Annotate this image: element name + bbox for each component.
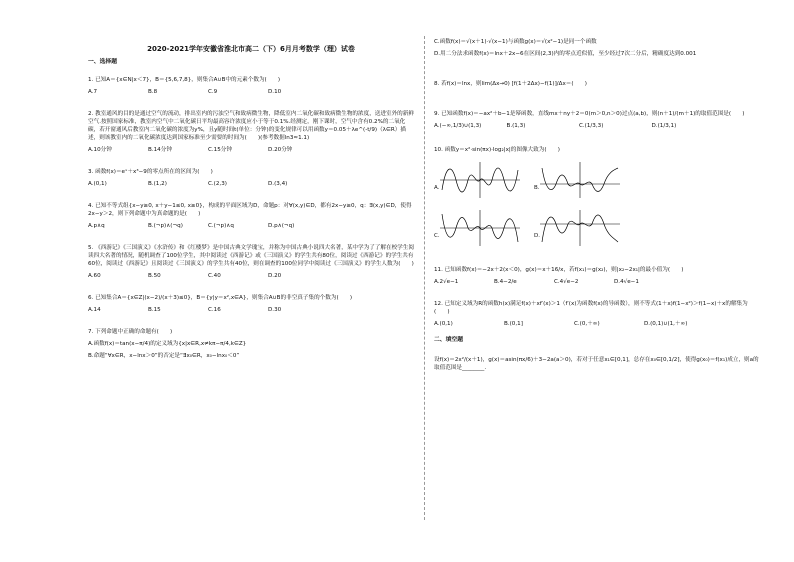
graph-d-figure: [534, 208, 622, 248]
question-1-options: [88, 88, 328, 96]
graph-a: [434, 160, 534, 208]
question-2-stem: 2. 教室通风的目的是通过空气的流动，排出室内的污浊空气和致病微生物，降低室内二氧化碳和致病微生物的浓度，送进室外的新鲜空气.按照国家标准，教室内空气中二氧化碳日平均最高容许浓度应小于等于0.1%.经测定，刚下课时，空气中含有0.2%的二氧化碳，若开窗通风后教室内二氧化碳的浓度为y%，且y随时间t(单位：分钟)的变化规律可以用函数y＝0.05＋λe^(-t/9)（λ∈R）描述，则该教室内的二氧化碳浓度达到国家标准至少需要的时间为( )(参考数据ln3≈1.1): [88, 111, 414, 141]
question-7-option-b: B.命题“∀x∈R，x−lnx＞0”的否定是“∃x₀∈R，x₀−lnx₀＜0”: [88, 353, 240, 359]
page-title: 2020-2021学年安徽省淮北市高二（下）6月月考数学（理）试卷: [147, 45, 355, 53]
question-4-options: [88, 222, 328, 230]
option-a: A.(0,1): [88, 181, 107, 187]
option-c: C.(1/3,3): [579, 123, 604, 129]
question-7: [88, 328, 414, 360]
question-13-stem: 设f(x)＝2x²/(x＋1)，g(x)＝asin(πx/6)＋3−2a(a＞0)，若对于任意x₁∈[0,1]，总存在x₀∈[0,1/2]，使得g(x₀)＝f(x₁)成立，则a的取值范围是________.: [434, 357, 759, 371]
option-a: A.p∧q: [88, 223, 105, 229]
question-7-option-a: A.函数f(x)＝tan(x−π/4)的定义域为{x|x∈R,x≠kπ−π/4,k∈Z}: [88, 341, 247, 347]
option-a: A.2√e−1: [434, 279, 459, 285]
option-a: A.7: [88, 89, 98, 95]
question-11-options: [434, 278, 674, 286]
option-b: B.(1,3): [506, 123, 526, 129]
option-c: C.16: [208, 307, 221, 313]
option-a: A.(−∞,1/3)∪(1,3): [434, 123, 482, 129]
graph-d-label: D.: [534, 233, 540, 239]
option-b: B.4−2/e: [494, 279, 517, 285]
option-d: D.20分钟: [268, 147, 293, 153]
question-6-stem: 6. 已知集合A＝{x∈Z|(x−2)/(x＋3)≤0}，B＝{y|y＝x²,x∈A}，则集合A∪B的非空真子集的个数为( ): [88, 295, 353, 301]
question-4: [88, 202, 414, 230]
question-2-options: [88, 146, 328, 154]
right-column: [434, 38, 760, 372]
option-d: D.20: [268, 273, 282, 279]
question-2: [88, 110, 414, 154]
graph-c-label: C.: [434, 233, 440, 239]
question-6: [88, 294, 414, 314]
graph-b-label: B.: [534, 185, 540, 191]
question-1: [88, 76, 414, 96]
question-3-options: [88, 180, 328, 188]
question-9-stem: 9. 已知函数f(x)＝−ax²＋b−1是幂函数，直线mx＋ny＋2＝0(m＞0,n＞0)过点(a,b)，则(n＋1)/(m＋1)的取值范围是( ): [434, 111, 745, 117]
section-fill-heading: 二、填空题: [434, 337, 463, 343]
option-c: C.4√e−2: [554, 279, 579, 285]
question-12: [434, 300, 760, 328]
question-13: [434, 356, 760, 372]
question-7-option-c: C.函数f(x)＝√(x＋1)·√(x−1)与函数g(x)＝√(x²−1)是同一个函数: [434, 39, 597, 45]
question-12-options: [434, 320, 714, 328]
graph-d: [534, 208, 634, 256]
question-8: [434, 80, 760, 88]
option-a: A.(0,1): [434, 321, 453, 327]
option-c: C.15分钟: [208, 147, 232, 153]
option-c: C.(0,＋∞): [574, 321, 600, 327]
question-5: [88, 244, 414, 280]
option-c: C.(¬p)∧q: [208, 223, 234, 229]
option-d: D.4√e−1: [614, 279, 639, 285]
graph-b-figure: [534, 160, 622, 200]
column-divider: [424, 36, 425, 520]
option-a: A.14: [88, 307, 101, 313]
question-5-stem: 5. 《西游记》《三国演义》《水浒传》和《红楼梦》是中国古典文学瑰宝，并称为中国古典小说四大名著，某中学为了了解在校学生阅读四大名著的情况，随机调查了100位学生，其中阅读过《西游记》或《三国演义》的学生共有80位，阅读过《西游记》的学生共有60位，阅读过《西游记》且阅读过《三国演义》的学生共有40位，则在调查的100位同学中阅读过《三国演义》的学生人数为( ): [88, 245, 414, 267]
graph-a-figure: [434, 160, 522, 200]
option-d: D.(0,1)∪(1,＋∞): [644, 321, 688, 327]
option-d: D.30: [268, 307, 282, 313]
question-5-options: [88, 272, 328, 280]
graph-b: [534, 160, 634, 208]
option-c: C.9: [208, 89, 218, 95]
option-d: D.p∧(¬q): [268, 223, 295, 229]
question-9-options: [434, 122, 724, 130]
option-b: B.8: [148, 89, 158, 95]
graph-a-label: A.: [434, 185, 440, 191]
graph-c: [434, 208, 534, 256]
option-d: D.10: [268, 89, 282, 95]
section-choice-heading: 一、选择题: [88, 59, 117, 65]
question-7-option-d: D.用二分法求函数f(x)＝lnx＋2x−6在区间(2,3)内的零点近似值，至少经过7次二分后，精确度达到0.001: [434, 51, 697, 57]
question-10-graphs: [434, 160, 634, 256]
option-b: B.(1,2): [148, 181, 167, 187]
question-8-stem: 8. 若f(x)＝lnx，则lim(Δx→0) [f(1＋2Δx)−f(1)]/Δx＝( ): [434, 81, 587, 87]
question-10: [434, 146, 760, 256]
option-d: D.(3,4): [268, 181, 288, 187]
question-11: [434, 266, 760, 286]
question-3: [88, 168, 414, 188]
question-10-stem: 10. 函数y＝x²·sin(πx)·log₂|x|的图像大致为( ): [434, 147, 560, 153]
option-c: C.40: [208, 273, 221, 279]
question-3-stem: 3. 函数f(x)＝eˣ＋x³−9的零点所在的区间为( ): [88, 169, 213, 175]
question-6-options: [88, 306, 328, 314]
question-7-stem: 7. 下列命题中正确的命题有( ): [88, 329, 173, 335]
option-d: D.(1/3,1): [651, 123, 677, 129]
option-b: B.15: [148, 307, 161, 313]
option-b: B.(0,1]: [504, 321, 523, 327]
graph-c-figure: [434, 208, 522, 248]
left-column: [88, 58, 414, 360]
option-a: A.60: [88, 273, 101, 279]
option-b: B.14分钟: [148, 147, 172, 153]
option-a: A.10分钟: [88, 147, 112, 153]
question-1-stem: 1. 已知A＝{x∈N|x＜7}，B＝{5,6,7,8}，则集合A∪B中的元素个数为( ): [88, 77, 281, 83]
question-4-stem: 4. 已知不等式组{x−y≥0, x＋y−1≤0, x≥0}，构成的平面区域为D，命题p：对∀(x,y)∈D，都有2x−y≥0，q：∃(x,y)∈D，使得2x−y＞2，则下列命题中为真命题的是( ): [88, 203, 412, 217]
question-11-stem: 11. 已知函数f(x)＝−2x＋2(x＜0)，g(x)＝x＋16/x，若f(x₁)＝g(x₂)，则|x₂−2x₁|的最小值为( ): [434, 267, 684, 273]
option-b: B.50: [148, 273, 161, 279]
question-12-stem: 12. 已知定义域为R的函数h(x)满足f(x)＋xf′(x)＞1（f′(x)为函数f(x)的导函数），则不等式(1＋x)f(1−x²)＞f(1−x)＋x的解集为( ): [434, 301, 748, 315]
question-9: [434, 110, 760, 130]
option-b: B.(¬p)∧(¬q): [148, 223, 183, 229]
option-c: C.(2,3): [208, 181, 227, 187]
